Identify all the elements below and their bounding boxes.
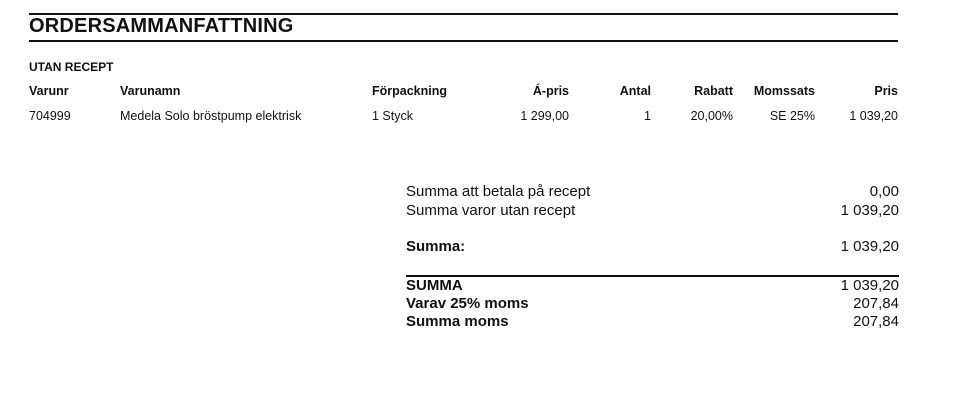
summary-utan-recept-value: 1 039,20 bbox=[840, 202, 899, 219]
page-title: ORDERSAMMANFATTNING bbox=[29, 15, 294, 37]
summary-moms-value: 207,84 bbox=[853, 313, 899, 330]
header-varunamn: Varunamn bbox=[120, 84, 181, 98]
summary-utan-recept-label: Summa varor utan recept bbox=[406, 202, 576, 219]
cell-forpackning: 1 Styck bbox=[372, 109, 413, 123]
summary-total-label: SUMMA bbox=[406, 277, 463, 294]
summary-summa-label: Summa: bbox=[406, 238, 466, 255]
summary-varav-moms-value: 207,84 bbox=[853, 295, 899, 312]
header-pris: Pris bbox=[874, 84, 898, 98]
header-momssats: Momssats bbox=[753, 84, 815, 98]
cell-apris: 1 299,00 bbox=[520, 109, 569, 123]
cell-momssats: SE 25% bbox=[769, 109, 815, 123]
summary-recept-value: 0,00 bbox=[869, 183, 899, 200]
cell-varunamn: Medela Solo bröstpump elektrisk bbox=[120, 109, 302, 123]
cell-pris: 1 039,20 bbox=[849, 109, 898, 123]
summary-summa-value: 1 039,20 bbox=[840, 238, 899, 255]
header-rabatt: Rabatt bbox=[694, 84, 733, 98]
title-bottom-rule bbox=[29, 40, 898, 42]
header-apris: Á-pris bbox=[532, 84, 569, 98]
summary-moms-label: Summa moms bbox=[406, 313, 509, 330]
section-label: UTAN RECEPT bbox=[29, 60, 114, 74]
summary-total-value: 1 039,20 bbox=[840, 277, 899, 294]
summary-total-rule bbox=[406, 275, 899, 277]
cell-varunr: 704999 bbox=[29, 109, 71, 123]
header-forpackning: Förpackning bbox=[372, 84, 448, 98]
cell-antal: 1 bbox=[644, 109, 651, 123]
header-antal: Antal bbox=[619, 84, 651, 98]
summary-recept-label: Summa att betala på recept bbox=[406, 183, 591, 200]
cell-rabatt: 20,00% bbox=[690, 109, 733, 123]
summary-varav-moms-label: Varav 25% moms bbox=[406, 295, 529, 312]
header-varunr: Varunr bbox=[29, 84, 69, 98]
